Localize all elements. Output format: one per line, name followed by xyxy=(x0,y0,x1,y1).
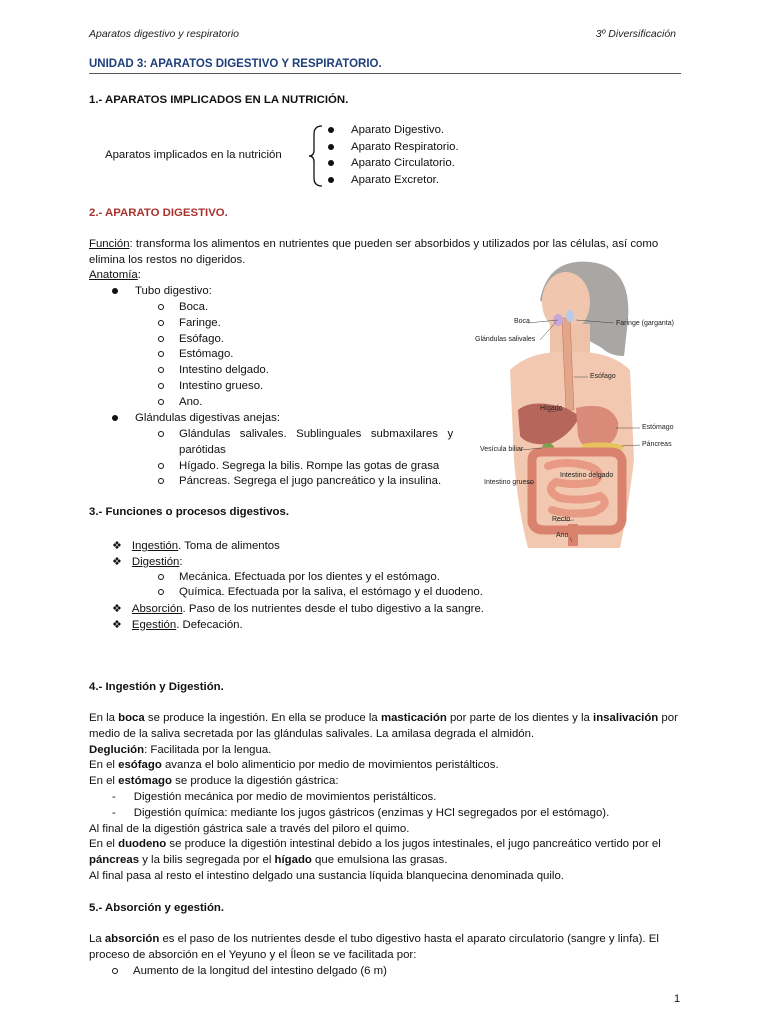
digestive-tube-list xyxy=(158,301,269,412)
list-item: ❖ Digestión: xyxy=(112,555,183,568)
circle-bullet-icon xyxy=(158,431,164,437)
bullet-icon xyxy=(328,127,334,133)
list-item: Páncreas. Segrega el jugo pancreático y la insulina. xyxy=(158,475,458,491)
label-recto: Recto xyxy=(552,516,571,523)
list-item: - Digestión química: mediante los jugos gástricos (enzimas y HCl segregados por el estómago). xyxy=(112,806,610,819)
list-item: Hígado. Segrega la bilis. Rompe las gotas de grasa xyxy=(158,460,458,476)
diamond-bullet-icon: ❖ xyxy=(112,555,122,568)
label-intestino-grueso: Intestino grueso xyxy=(484,479,534,486)
label-ano: Ano xyxy=(556,532,569,539)
label-intestino-delgado: Intestino delgado xyxy=(560,472,614,479)
list-item: Aumento de la longitud del intestino delgado (6 m) xyxy=(89,965,681,981)
list-item: Aparato Digestivo. xyxy=(328,124,459,141)
paragraph-line: Al final de la digestión gástrica sale a través del piloro el quimo. xyxy=(89,822,410,835)
list-item-continuation: parótidas xyxy=(179,443,226,456)
bullet-icon xyxy=(112,288,118,294)
list-item: Estómago. xyxy=(158,348,269,364)
circle-bullet-icon xyxy=(158,478,164,484)
circle-bullet-icon xyxy=(158,463,164,469)
paragraph-line: En el duodeno se produce la digestión intestinal debido a los jugos intestinales, el jugo pancreático vertido por el xyxy=(89,838,661,851)
paragraph-line: Al final pasa al resto el intestino delgado una sustancia líquida blanquecina denominada quilo. xyxy=(89,869,564,882)
list-item: Ano. xyxy=(158,396,269,412)
function-line-1: Función: transforma los alimentos en nutrientes que pueden ser absorbidos y utilizados por las células, así como xyxy=(89,238,659,250)
dash-bullet: - xyxy=(112,790,116,803)
bullet-icon xyxy=(112,415,118,421)
bullet-icon xyxy=(328,160,334,166)
label-glandulas-salivales: Glándulas salivales xyxy=(475,336,536,343)
paragraph-line: páncreas y la bilis segregada por el hígado que emulsiona las grasas. xyxy=(89,854,448,867)
circle-bullet-icon xyxy=(158,383,164,389)
circle-bullet-icon xyxy=(158,336,164,342)
circle-bullet-icon xyxy=(158,589,164,595)
list-item: Boca. xyxy=(158,301,269,317)
list-item: ❖ Absorción. Paso de los nutrientes desde el tubo digestivo a la sangre. xyxy=(112,603,484,616)
circle-bullet-icon xyxy=(158,320,164,326)
curly-brace xyxy=(308,124,328,188)
diamond-bullet-icon: ❖ xyxy=(112,618,122,631)
header-right: 3º Diversificación xyxy=(595,28,676,40)
section-4-body xyxy=(89,712,681,886)
circle-bullet-icon xyxy=(158,367,164,373)
paragraph-line: En el esófago avanza el bolo alimenticio por medio de movimientos peristálticos. xyxy=(89,759,499,772)
digestive-system-drawing xyxy=(470,260,705,548)
circle-bullet-icon xyxy=(158,351,164,357)
list-item: Faringe. xyxy=(158,317,269,333)
processes-list xyxy=(112,539,484,634)
list-item: - Digestión mecánica por medio de movimientos peristálticos. xyxy=(112,790,437,803)
list-item: Esófago. xyxy=(158,333,269,349)
diamond-bullet-icon: ❖ xyxy=(112,603,122,616)
digestive-system-illustration xyxy=(470,260,705,548)
section-3-heading: 3.- Funciones o procesos digestivos. xyxy=(89,506,290,518)
list-item: Química. Efectuada por la saliva, el estómago y el duodeno. xyxy=(112,586,484,602)
circle-bullet-icon xyxy=(158,399,164,405)
paragraph-line: En la boca se produce la ingestión. En ella se produce la masticación por parte de los dientes y la insalivación por xyxy=(89,712,678,724)
section-5-heading: 5.- Absorción y egestión. xyxy=(89,902,225,914)
anatomy-label: Anatomía: xyxy=(89,269,141,281)
glands-list xyxy=(158,428,458,491)
section-2-heading: 2.- APARATO DIGESTIVO. xyxy=(89,207,228,219)
paragraph-line: En el estómago se produce la digestión gástrica: xyxy=(89,775,339,788)
nutrition-systems-list xyxy=(328,124,459,191)
list-item: Mecánica. Efectuada por los dientes y el estómago. xyxy=(112,571,484,587)
label-esofago: Esófago xyxy=(590,373,616,380)
list-item: Aparato Respiratorio. xyxy=(328,141,459,158)
list-item: Glándulas salivales. Sublinguales submaxilares y xyxy=(158,428,458,444)
section-4-heading: 4.- Ingestión y Digestión. xyxy=(89,681,224,693)
list-item: ❖ Egestión. Defecación. xyxy=(112,618,243,631)
label-estomago: Estómago xyxy=(642,424,674,431)
digestive-tube-label: Tubo digestivo: xyxy=(112,285,212,297)
circle-bullet-icon xyxy=(158,304,164,310)
paragraph-line: proceso de absorción en el Yeyuno y el Íleon se ve facilitada por: xyxy=(89,948,417,961)
bullet-icon xyxy=(328,177,334,183)
list-item: Intestino delgado. xyxy=(158,364,269,380)
label-vesicula-biliar: Vesícula biliar xyxy=(480,446,524,453)
section-1-heading: 1.- APARATOS IMPLICADOS EN LA NUTRICIÓN. xyxy=(89,94,349,106)
page-number: 1 xyxy=(674,993,681,1005)
label-pancreas: Páncreas xyxy=(642,441,672,448)
dash-bullet: - xyxy=(112,806,116,819)
function-line-2: elimina los restos no digeridos. xyxy=(89,254,246,266)
list-item: Aparato Circulatorio. xyxy=(328,157,459,174)
label-faringe: Faringe (garganta) xyxy=(616,320,674,327)
circle-bullet-icon xyxy=(158,574,164,580)
glands-label: Glándulas digestivas anejas: xyxy=(112,412,280,424)
unit-title: UNIDAD 3: APARATOS DIGESTIVO Y RESPIRATORIO. xyxy=(89,58,681,74)
bullet-icon xyxy=(328,144,334,150)
header-left: Aparatos digestivo y respiratorio xyxy=(89,28,239,40)
nutrition-systems-label: Aparatos implicados en la nutrición xyxy=(105,149,282,161)
label-higado: Hígado xyxy=(540,405,563,412)
circle-bullet-icon xyxy=(112,968,118,974)
paragraph-line: medio de la saliva secretada por las glándulas salivales. La amilasa degrada el almidón. xyxy=(89,727,535,740)
section-5-body xyxy=(89,933,681,980)
list-item: ❖ Ingestión. Toma de alimentos xyxy=(112,540,280,552)
diamond-bullet-icon: ❖ xyxy=(112,540,122,552)
paragraph-line: La absorción es el paso de los nutrientes desde el tubo digestivo hasta el aparato circulatorio (sangre y linfa). El xyxy=(89,933,659,945)
paragraph-line: Deglución: Facilitada por la lengua. xyxy=(89,743,272,756)
label-boca: Boca xyxy=(514,318,530,325)
list-item: Aparato Excretor. xyxy=(328,174,459,191)
list-item: Intestino grueso. xyxy=(158,380,269,396)
